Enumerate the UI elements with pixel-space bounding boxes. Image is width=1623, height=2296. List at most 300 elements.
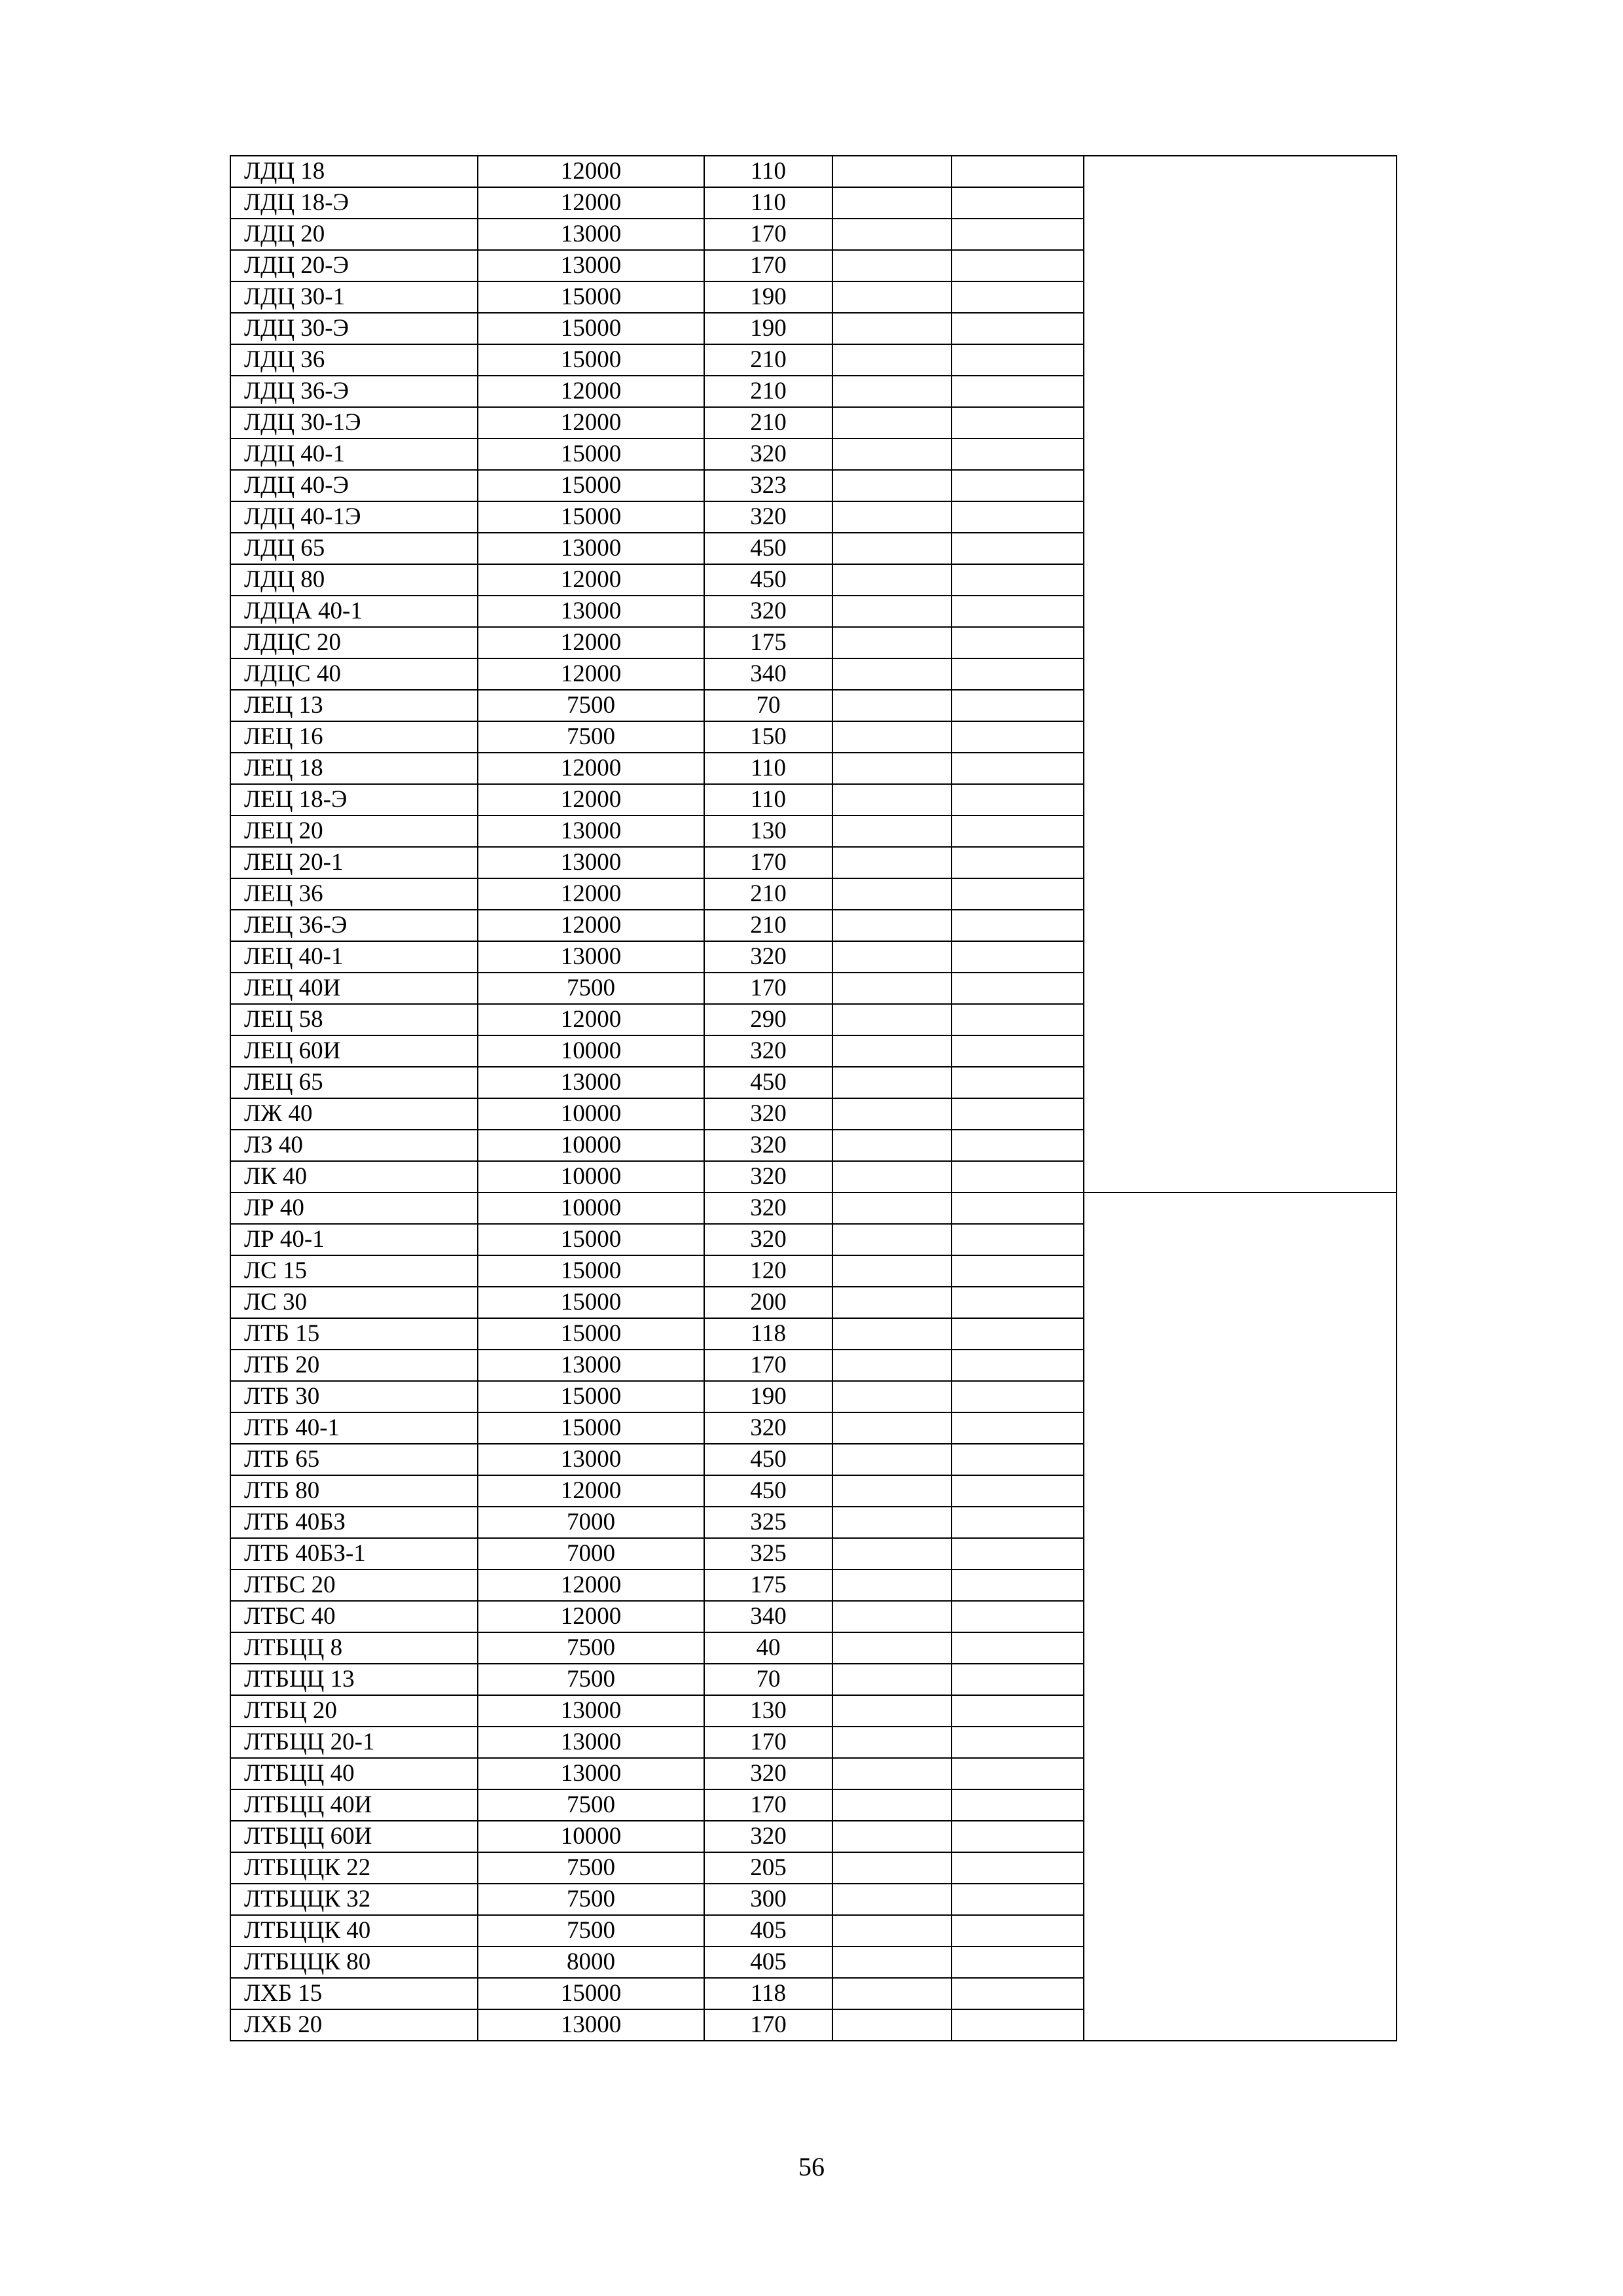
empty-cell: [832, 941, 952, 973]
lamp-type-cell: ЛТБЦЦ 40И: [230, 1789, 478, 1821]
lamp-type-cell: ЛДЦА 40-1: [230, 596, 478, 627]
lamp-type-cell: ЛТБЦЦК 32: [230, 1884, 478, 1915]
empty-cell: [952, 1915, 1084, 1946]
lamp-life-cell: 10000: [478, 1130, 704, 1161]
lamp-flux-cell: 210: [704, 407, 832, 439]
lamp-flux-cell: 110: [704, 784, 832, 816]
lamp-life-cell: 10000: [478, 1821, 704, 1852]
empty-cell: [952, 1098, 1084, 1130]
empty-cell: [952, 1004, 1084, 1035]
lamp-flux-cell: 110: [704, 753, 832, 784]
lamp-life-cell: 12000: [478, 784, 704, 816]
empty-cell: [832, 721, 952, 753]
lamp-type-cell: ЛТБС 40: [230, 1601, 478, 1632]
empty-cell: [832, 1350, 952, 1381]
lamp-flux-cell: 320: [704, 1758, 832, 1789]
lamp-type-cell: ЛДЦ 40-1Э: [230, 501, 478, 533]
lamp-flux-cell: 70: [704, 690, 832, 721]
lamp-life-cell: 12000: [478, 658, 704, 690]
empty-cell: [952, 784, 1084, 816]
empty-cell: [832, 878, 952, 910]
empty-cell: [832, 1412, 952, 1444]
empty-cell: [952, 533, 1084, 564]
empty-cell: [952, 1789, 1084, 1821]
empty-cell: [832, 187, 952, 219]
lamp-type-cell: ЛХБ 20: [230, 2009, 478, 2041]
empty-cell: [952, 1161, 1084, 1193]
empty-cell: [832, 973, 952, 1004]
lamp-life-cell: 12000: [478, 187, 704, 219]
lamp-life-cell: 15000: [478, 1978, 704, 2009]
empty-cell: [832, 2009, 952, 2041]
lamp-flux-cell: 150: [704, 721, 832, 753]
lamp-flux-cell: 320: [704, 1035, 832, 1067]
lamp-type-cell: ЛЕЦ 40И: [230, 973, 478, 1004]
empty-cell: [952, 690, 1084, 721]
empty-cell: [952, 973, 1084, 1004]
lamp-life-cell: 15000: [478, 313, 704, 344]
lamp-flux-cell: 320: [704, 1412, 832, 1444]
lamp-type-cell: ЛДЦ 36-Э: [230, 376, 478, 407]
lamp-life-cell: 7000: [478, 1538, 704, 1570]
lamp-type-cell: ЛТБ 20: [230, 1350, 478, 1381]
lamp-life-cell: 13000: [478, 219, 704, 250]
empty-cell: [832, 1538, 952, 1570]
empty-cell: [952, 1946, 1084, 1978]
lamp-type-cell: ЛТБЦЦ 40: [230, 1758, 478, 1789]
lamp-life-cell: 15000: [478, 281, 704, 313]
lamp-life-cell: 13000: [478, 1067, 704, 1098]
lamp-life-cell: 12000: [478, 1475, 704, 1507]
lamp-flux-cell: 118: [704, 1978, 832, 2009]
lamp-flux-cell: 200: [704, 1287, 832, 1318]
lamp-life-cell: 15000: [478, 470, 704, 501]
lamp-flux-cell: 320: [704, 439, 832, 470]
lamp-flux-cell: 300: [704, 1884, 832, 1915]
empty-cell: [952, 1381, 1084, 1412]
empty-cell: [832, 344, 952, 376]
page-number: 56: [798, 2152, 825, 2181]
lamp-flux-cell: 210: [704, 878, 832, 910]
lamp-type-cell: ЛДЦ 40-1: [230, 439, 478, 470]
lamp-flux-cell: 130: [704, 816, 832, 847]
empty-cell: [832, 407, 952, 439]
lamp-life-cell: 13000: [478, 816, 704, 847]
lamp-type-cell: ЛТБ 40-1: [230, 1412, 478, 1444]
empty-cell: [952, 1287, 1084, 1318]
empty-cell: [952, 1067, 1084, 1098]
empty-cell: [952, 1035, 1084, 1067]
lamp-flux-cell: 320: [704, 1821, 832, 1852]
lamp-life-cell: 7500: [478, 1632, 704, 1664]
empty-cell: [952, 1695, 1084, 1727]
empty-cell: [832, 658, 952, 690]
lamp-life-cell: 15000: [478, 344, 704, 376]
lamp-table-body: [230, 156, 1397, 2041]
empty-cell: [832, 564, 952, 596]
lamp-flux-cell: 175: [704, 627, 832, 658]
lamp-flux-cell: 118: [704, 1318, 832, 1350]
empty-cell: [952, 1884, 1084, 1915]
lamp-flux-cell: 110: [704, 156, 832, 187]
empty-cell: [832, 313, 952, 344]
empty-cell: [832, 1821, 952, 1852]
lamp-life-cell: 13000: [478, 1758, 704, 1789]
empty-cell: [952, 658, 1084, 690]
lamp-type-cell: ЛТБ 15: [230, 1318, 478, 1350]
empty-cell: [832, 1287, 952, 1318]
empty-cell: [952, 1727, 1084, 1758]
lamp-life-cell: 10000: [478, 1098, 704, 1130]
lamp-flux-cell: 340: [704, 658, 832, 690]
empty-cell: [832, 784, 952, 816]
lamp-type-cell: ЛТБ 65: [230, 1444, 478, 1475]
lamp-life-cell: 13000: [478, 533, 704, 564]
empty-cell: [832, 1632, 952, 1664]
lamp-flux-cell: 170: [704, 219, 832, 250]
empty-cell: [832, 281, 952, 313]
empty-cell: [952, 219, 1084, 250]
lamp-type-cell: ЛЕЦ 18-Э: [230, 784, 478, 816]
empty-cell: [952, 1130, 1084, 1161]
lamp-flux-cell: 320: [704, 501, 832, 533]
lamp-type-cell: ЛС 30: [230, 1287, 478, 1318]
lamp-flux-cell: 320: [704, 1098, 832, 1130]
empty-cell: [952, 470, 1084, 501]
empty-cell: [832, 627, 952, 658]
table-row: [230, 1193, 1397, 1224]
empty-cell: [952, 1601, 1084, 1632]
lamp-flux-cell: 450: [704, 1444, 832, 1475]
lamp-life-cell: 12000: [478, 910, 704, 941]
empty-cell: [952, 1318, 1084, 1350]
empty-cell: [952, 721, 1084, 753]
empty-cell: [952, 627, 1084, 658]
lamp-life-cell: 7500: [478, 721, 704, 753]
empty-cell: [832, 1727, 952, 1758]
lamp-flux-cell: 323: [704, 470, 832, 501]
empty-cell: [952, 847, 1084, 878]
lamp-type-cell: ЛТБЦЦ 13: [230, 1664, 478, 1695]
empty-cell: [952, 250, 1084, 281]
empty-cell: [952, 596, 1084, 627]
lamp-flux-cell: 190: [704, 281, 832, 313]
lamp-flux-cell: 170: [704, 973, 832, 1004]
lamp-life-cell: 12000: [478, 156, 704, 187]
lamp-flux-cell: 170: [704, 1350, 832, 1381]
empty-cell: [832, 1664, 952, 1695]
empty-cell: [952, 344, 1084, 376]
lamp-type-cell: ЛК 40: [230, 1161, 478, 1193]
lamp-type-cell: ЛДЦ 30-1: [230, 281, 478, 313]
lamp-type-cell: ЛР 40-1: [230, 1224, 478, 1255]
lamp-life-cell: 10000: [478, 1035, 704, 1067]
lamp-life-cell: 15000: [478, 1224, 704, 1255]
lamp-life-cell: 15000: [478, 1255, 704, 1287]
empty-cell: [952, 1193, 1084, 1224]
lamp-life-cell: 15000: [478, 1287, 704, 1318]
empty-cell: [832, 1570, 952, 1601]
lamp-flux-cell: 320: [704, 1193, 832, 1224]
lamp-flux-cell: 170: [704, 1727, 832, 1758]
empty-cell: [952, 1821, 1084, 1852]
empty-cell: [832, 1035, 952, 1067]
empty-cell: [832, 1884, 952, 1915]
lamp-flux-cell: 320: [704, 1161, 832, 1193]
lamp-life-cell: 7500: [478, 1852, 704, 1884]
lamp-flux-cell: 340: [704, 1601, 832, 1632]
lamp-type-cell: ЛДЦС 40: [230, 658, 478, 690]
empty-cell: [832, 596, 952, 627]
empty-cell: [832, 1318, 952, 1350]
lamp-type-cell: ЛТБЦЦК 22: [230, 1852, 478, 1884]
empty-cell: [832, 1444, 952, 1475]
empty-cell: [832, 1004, 952, 1035]
empty-cell: [832, 753, 952, 784]
empty-cell: [952, 878, 1084, 910]
lamp-type-cell: ЛЕЦ 20: [230, 816, 478, 847]
lamp-type-cell: ЛДЦ 30-Э: [230, 313, 478, 344]
lamp-life-cell: 10000: [478, 1161, 704, 1193]
empty-cell: [952, 1475, 1084, 1507]
lamp-type-cell: ЛЗ 40: [230, 1130, 478, 1161]
lamp-life-cell: 13000: [478, 250, 704, 281]
lamp-type-cell: ЛЕЦ 20-1: [230, 847, 478, 878]
lamp-life-cell: 13000: [478, 1695, 704, 1727]
lamp-flux-cell: 210: [704, 376, 832, 407]
lamp-type-cell: ЛДЦ 20-Э: [230, 250, 478, 281]
empty-cell: [952, 1412, 1084, 1444]
lamp-type-cell: ЛДЦ 18-Э: [230, 187, 478, 219]
lamp-life-cell: 8000: [478, 1946, 704, 1978]
lamp-life-cell: 15000: [478, 1381, 704, 1412]
lamp-type-cell: ЛЕЦ 40-1: [230, 941, 478, 973]
lamp-life-cell: 13000: [478, 941, 704, 973]
lamp-table: [230, 155, 1397, 2041]
lamp-type-cell: ЛЕЦ 13: [230, 690, 478, 721]
empty-cell: [832, 1067, 952, 1098]
lamp-type-cell: ЛДЦ 65: [230, 533, 478, 564]
lamp-flux-cell: 130: [704, 1695, 832, 1727]
lamp-flux-cell: 450: [704, 533, 832, 564]
empty-cell: [832, 376, 952, 407]
lamp-type-cell: ЛР 40: [230, 1193, 478, 1224]
lamp-flux-cell: 40: [704, 1632, 832, 1664]
empty-cell: [952, 313, 1084, 344]
lamp-flux-cell: 205: [704, 1852, 832, 1884]
lamp-flux-cell: 120: [704, 1255, 832, 1287]
empty-cell: [952, 1538, 1084, 1570]
lamp-life-cell: 12000: [478, 1601, 704, 1632]
lamp-life-cell: 10000: [478, 1193, 704, 1224]
empty-cell: [952, 1758, 1084, 1789]
empty-cell: [952, 376, 1084, 407]
lamp-type-cell: ЛДЦ 20: [230, 219, 478, 250]
lamp-flux-cell: 210: [704, 910, 832, 941]
lamp-flux-cell: 450: [704, 1475, 832, 1507]
empty-cell: [952, 1350, 1084, 1381]
lamp-type-cell: ЛТБЦЦ 20-1: [230, 1727, 478, 1758]
lamp-type-cell: ЛХБ 15: [230, 1978, 478, 2009]
empty-cell: [832, 439, 952, 470]
lamp-flux-cell: 110: [704, 187, 832, 219]
empty-cell: [832, 470, 952, 501]
empty-cell: [832, 1130, 952, 1161]
lamp-life-cell: 7500: [478, 1664, 704, 1695]
table-row: [230, 156, 1397, 187]
lamp-type-cell: ЛДЦ 30-1Э: [230, 407, 478, 439]
lamp-type-cell: ЛЕЦ 58: [230, 1004, 478, 1035]
lamp-type-cell: ЛС 15: [230, 1255, 478, 1287]
lamp-life-cell: 12000: [478, 1004, 704, 1035]
lamp-type-cell: ЛТБЦЦК 80: [230, 1946, 478, 1978]
lamp-flux-cell: 325: [704, 1538, 832, 1570]
empty-cell: [832, 533, 952, 564]
lamp-life-cell: 7500: [478, 690, 704, 721]
lamp-life-cell: 7500: [478, 1884, 704, 1915]
empty-cell: [832, 219, 952, 250]
lamp-flux-cell: 320: [704, 1130, 832, 1161]
empty-cell: [952, 1852, 1084, 1884]
lamp-type-cell: ЛЕЦ 36-Э: [230, 910, 478, 941]
lamp-type-cell: ЛТБ 30: [230, 1381, 478, 1412]
empty-cell: [952, 2009, 1084, 2041]
lamp-type-cell: ЛДЦ 80: [230, 564, 478, 596]
lamp-type-cell: ЛЕЦ 60И: [230, 1035, 478, 1067]
lamp-life-cell: 12000: [478, 878, 704, 910]
empty-cell: [832, 501, 952, 533]
empty-cell: [832, 1381, 952, 1412]
lamp-type-cell: ЛТБ 80: [230, 1475, 478, 1507]
lamp-flux-cell: 70: [704, 1664, 832, 1695]
empty-cell: [832, 847, 952, 878]
lamp-life-cell: 7500: [478, 973, 704, 1004]
empty-cell: [952, 941, 1084, 973]
empty-cell: [952, 187, 1084, 219]
empty-cell: [832, 1915, 952, 1946]
empty-cell: [832, 1161, 952, 1193]
empty-cell: [832, 1507, 952, 1538]
lamp-type-cell: ЛЕЦ 36: [230, 878, 478, 910]
empty-cell: [952, 1664, 1084, 1695]
lamp-life-cell: 12000: [478, 753, 704, 784]
lamp-life-cell: 13000: [478, 1444, 704, 1475]
lamp-life-cell: 12000: [478, 564, 704, 596]
lamp-type-cell: ЛТБС 20: [230, 1570, 478, 1601]
empty-cell: [832, 1601, 952, 1632]
empty-cell: [952, 1444, 1084, 1475]
empty-cell: [952, 281, 1084, 313]
merged-notes-cell: [1084, 1193, 1397, 2041]
lamp-type-cell: ЛДЦС 20: [230, 627, 478, 658]
lamp-flux-cell: 175: [704, 1570, 832, 1601]
lamp-life-cell: 7500: [478, 1789, 704, 1821]
lamp-flux-cell: 190: [704, 1381, 832, 1412]
empty-cell: [952, 1255, 1084, 1287]
lamp-flux-cell: 170: [704, 250, 832, 281]
lamp-life-cell: 13000: [478, 847, 704, 878]
empty-cell: [832, 1978, 952, 2009]
lamp-flux-cell: 170: [704, 2009, 832, 2041]
empty-cell: [952, 1570, 1084, 1601]
empty-cell: [832, 816, 952, 847]
empty-cell: [832, 250, 952, 281]
empty-cell: [952, 816, 1084, 847]
lamp-flux-cell: 170: [704, 847, 832, 878]
empty-cell: [832, 1475, 952, 1507]
empty-cell: [952, 1224, 1084, 1255]
lamp-flux-cell: 320: [704, 941, 832, 973]
lamp-life-cell: 12000: [478, 376, 704, 407]
empty-cell: [952, 439, 1084, 470]
empty-cell: [952, 407, 1084, 439]
lamp-flux-cell: 450: [704, 564, 832, 596]
lamp-flux-cell: 405: [704, 1946, 832, 1978]
lamp-life-cell: 15000: [478, 501, 704, 533]
lamp-type-cell: ЛТБЦ 20: [230, 1695, 478, 1727]
empty-cell: [952, 1632, 1084, 1664]
lamp-life-cell: 15000: [478, 1412, 704, 1444]
empty-cell: [832, 1852, 952, 1884]
empty-cell: [952, 1507, 1084, 1538]
empty-cell: [832, 1224, 952, 1255]
lamp-life-cell: 13000: [478, 596, 704, 627]
lamp-flux-cell: 320: [704, 596, 832, 627]
empty-cell: [952, 910, 1084, 941]
lamp-flux-cell: 450: [704, 1067, 832, 1098]
empty-cell: [832, 910, 952, 941]
lamp-type-cell: ЛДЦ 36: [230, 344, 478, 376]
lamp-type-cell: ЛТБ 40БЗ: [230, 1507, 478, 1538]
lamp-type-cell: ЛТБЦЦ 60И: [230, 1821, 478, 1852]
lamp-flux-cell: 190: [704, 313, 832, 344]
empty-cell: [952, 1978, 1084, 2009]
lamp-type-cell: ЛЕЦ 18: [230, 753, 478, 784]
lamp-type-cell: ЛДЦ 40-Э: [230, 470, 478, 501]
lamp-life-cell: 15000: [478, 439, 704, 470]
lamp-flux-cell: 405: [704, 1915, 832, 1946]
lamp-type-cell: ЛТБ 40БЗ-1: [230, 1538, 478, 1570]
merged-notes-cell: [1084, 156, 1397, 1193]
lamp-type-cell: ЛТБЦЦК 40: [230, 1915, 478, 1946]
empty-cell: [952, 156, 1084, 187]
empty-cell: [952, 564, 1084, 596]
lamp-flux-cell: 325: [704, 1507, 832, 1538]
empty-cell: [832, 1255, 952, 1287]
lamp-life-cell: 13000: [478, 1727, 704, 1758]
empty-cell: [832, 156, 952, 187]
lamp-type-cell: ЛТБЦЦ 8: [230, 1632, 478, 1664]
lamp-life-cell: 13000: [478, 1350, 704, 1381]
lamp-type-cell: ЛЕЦ 16: [230, 721, 478, 753]
empty-cell: [952, 753, 1084, 784]
empty-cell: [832, 690, 952, 721]
lamp-flux-cell: 170: [704, 1789, 832, 1821]
lamp-life-cell: 15000: [478, 1318, 704, 1350]
empty-cell: [832, 1789, 952, 1821]
empty-cell: [832, 1098, 952, 1130]
lamp-life-cell: 12000: [478, 407, 704, 439]
lamp-life-cell: 12000: [478, 627, 704, 658]
empty-cell: [832, 1695, 952, 1727]
lamp-type-cell: ЛЖ 40: [230, 1098, 478, 1130]
lamp-flux-cell: 290: [704, 1004, 832, 1035]
lamp-life-cell: 7500: [478, 1915, 704, 1946]
lamp-flux-cell: 210: [704, 344, 832, 376]
lamp-life-cell: 13000: [478, 2009, 704, 2041]
lamp-life-cell: 12000: [478, 1570, 704, 1601]
empty-cell: [952, 501, 1084, 533]
